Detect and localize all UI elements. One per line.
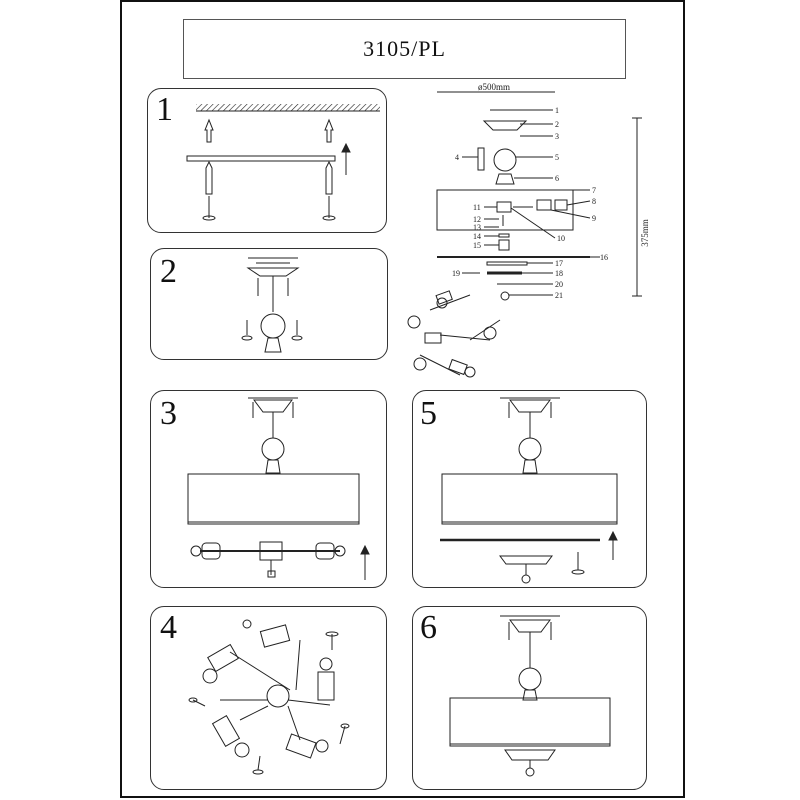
step-1-drawing [187, 104, 380, 220]
part-label-19: 19 [452, 269, 460, 278]
step-6-drawing [450, 616, 610, 776]
step-number-4: 4 [160, 609, 177, 646]
part-label-1: 1 [555, 106, 559, 115]
part-label-9: 9 [592, 214, 596, 223]
part-label-7: 7 [592, 186, 596, 195]
step-number-2: 2 [160, 253, 177, 290]
step-number-6: 6 [420, 609, 437, 646]
exploded-view [437, 92, 642, 300]
part-label-15: 15 [473, 241, 481, 250]
step-5-drawing [440, 398, 617, 583]
part-label-6: 6 [555, 174, 559, 183]
part-label-12: 12 [473, 215, 481, 224]
step-3-drawing [188, 398, 369, 580]
part-label-21: 21 [555, 291, 563, 300]
part-label-11: 11 [473, 203, 481, 212]
part-label-16: 16 [600, 253, 608, 262]
bulb-arm-cluster [408, 291, 500, 377]
part-label-20: 20 [555, 280, 563, 289]
part-label-4: 4 [455, 153, 459, 162]
part-label-13: 13 [473, 223, 481, 232]
step-4-drawing [189, 620, 349, 774]
step-number-1: 1 [156, 91, 173, 128]
model-number: 3105/PL [363, 36, 446, 61]
height-label: 375mm [640, 219, 650, 247]
part-label-2: 2 [555, 120, 559, 129]
part-label-3: 3 [555, 132, 559, 141]
part-label-14: 14 [473, 232, 481, 241]
part-label-18: 18 [555, 269, 563, 278]
part-label-8: 8 [592, 197, 596, 206]
part-label-5: 5 [555, 153, 559, 162]
diameter-label: ø500mm [478, 82, 511, 92]
part-label-10: 10 [557, 234, 565, 243]
step-2-drawing [242, 258, 302, 352]
step-number-5: 5 [420, 395, 437, 432]
part-label-17: 17 [555, 259, 563, 268]
step-number-3: 3 [160, 395, 177, 432]
